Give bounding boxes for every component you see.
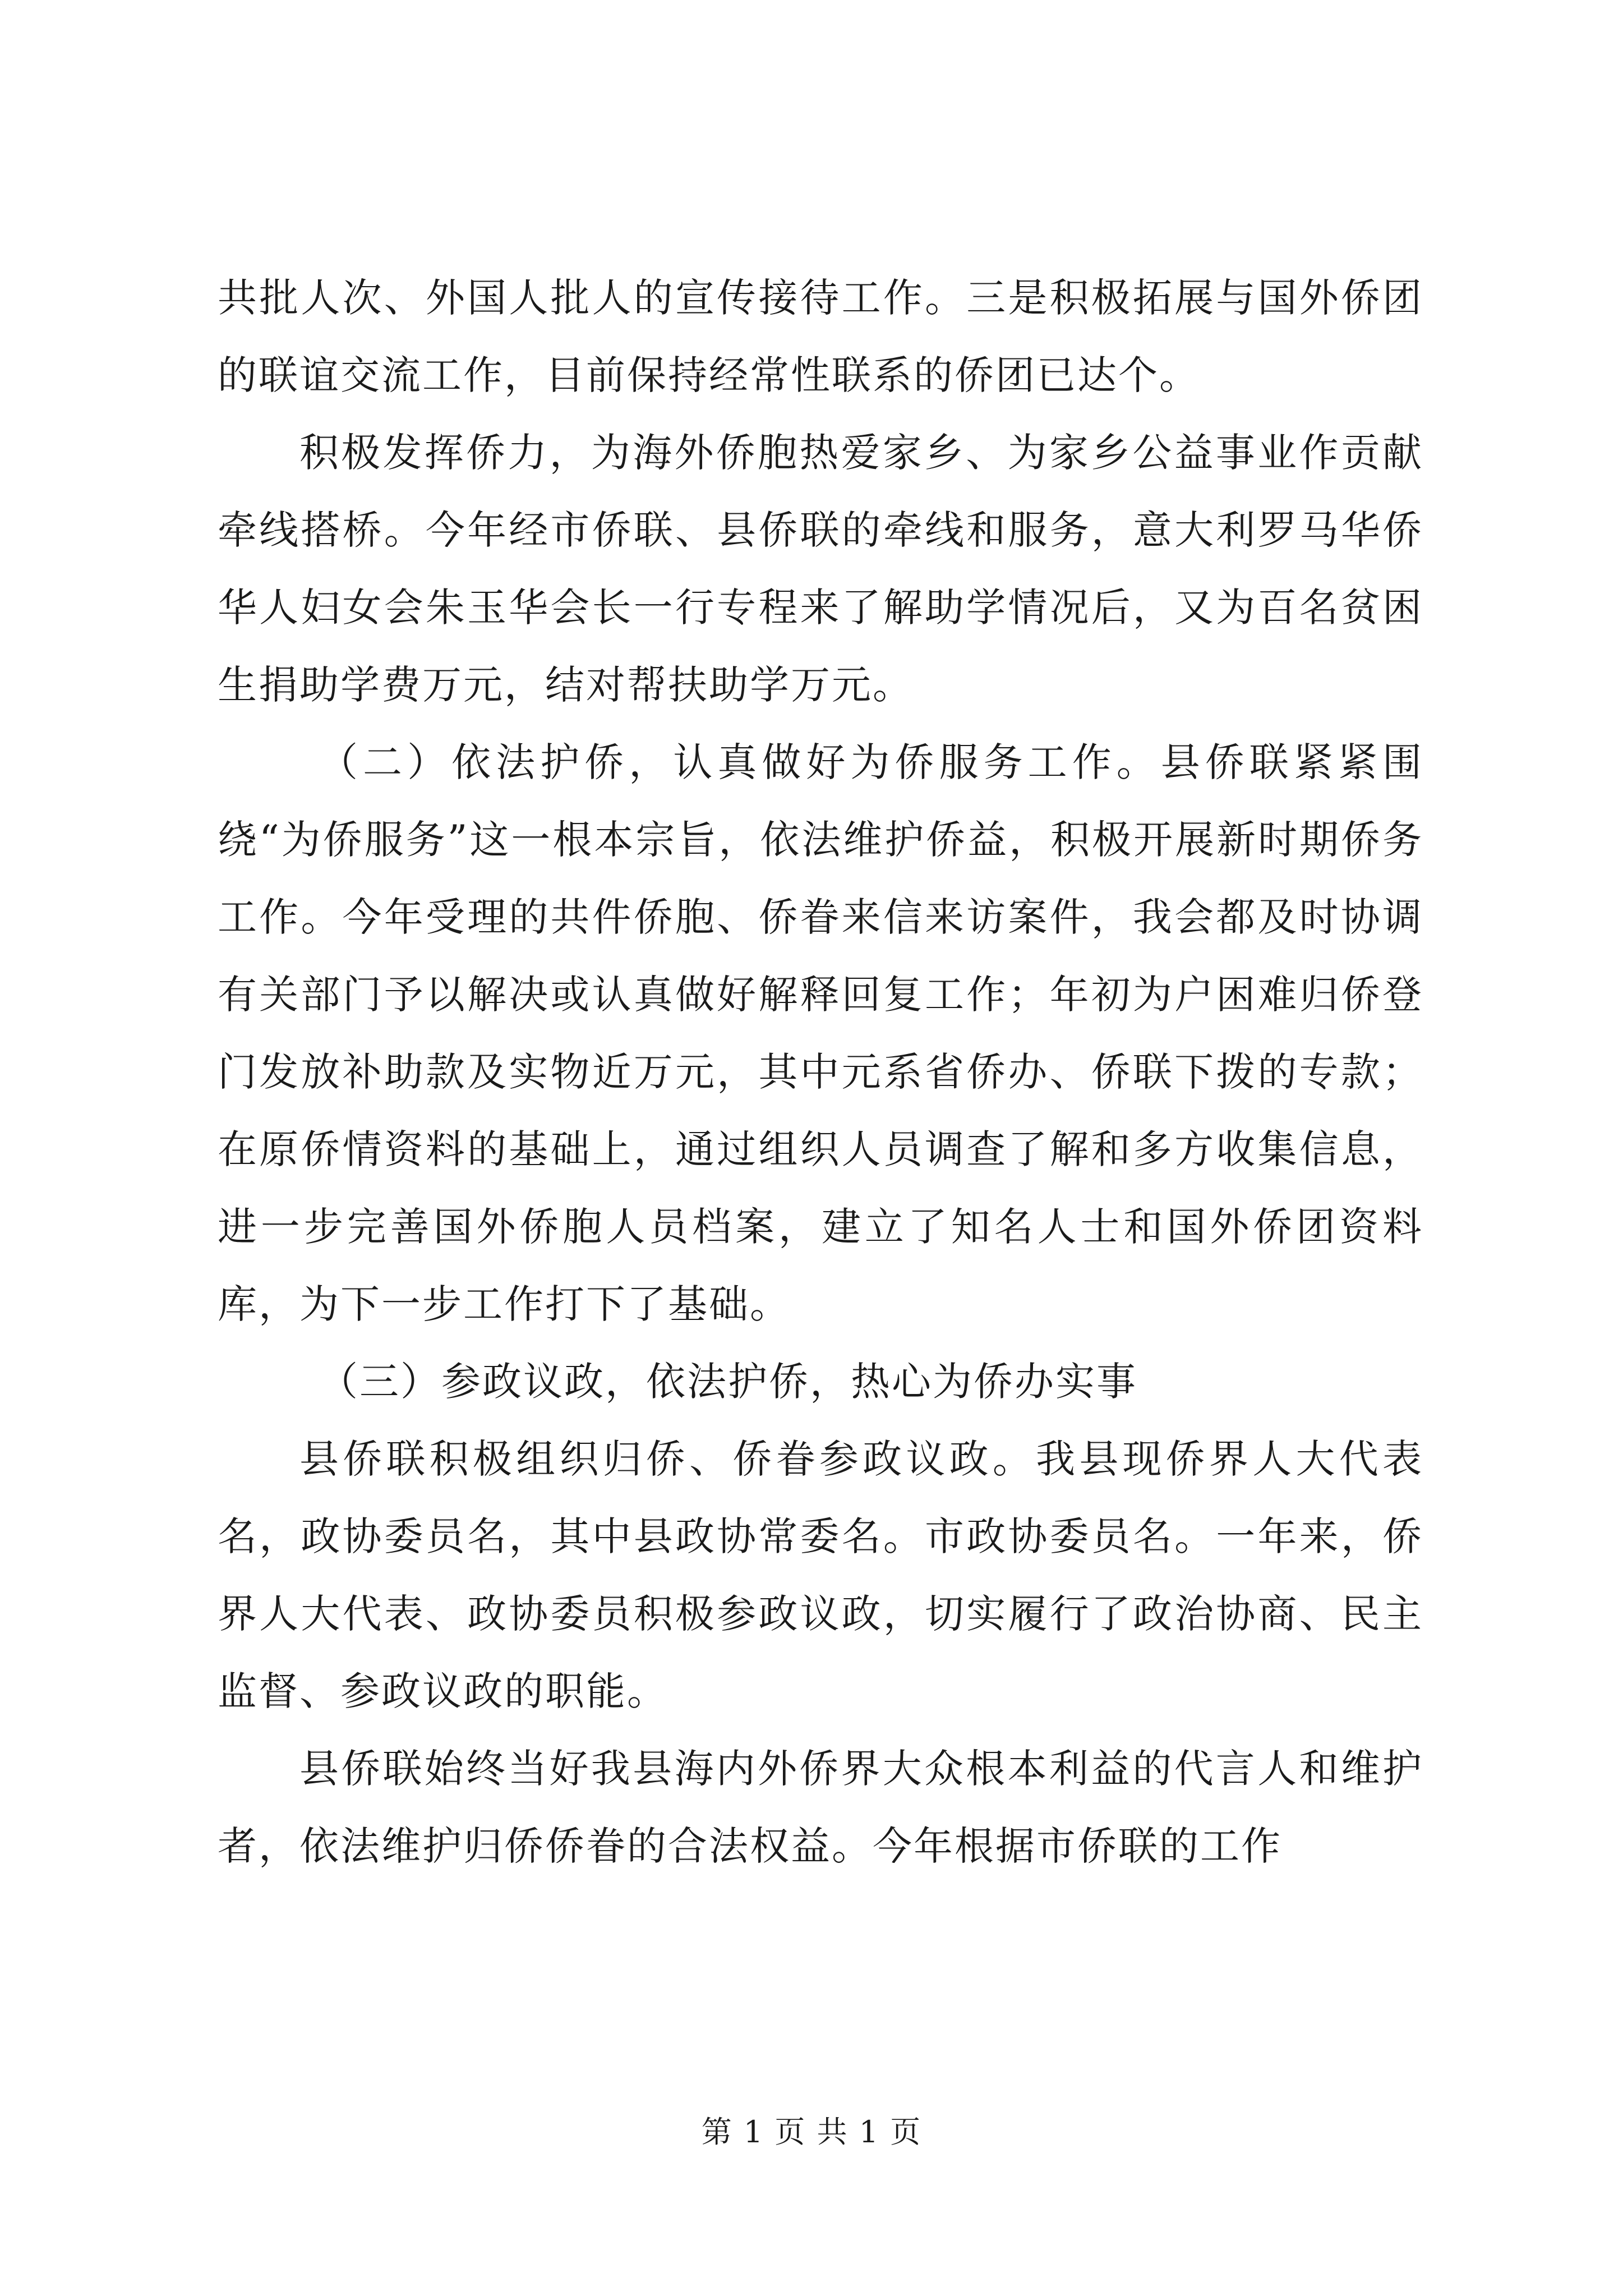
paragraph-overseas-donation: 积极发挥侨力，为海外侨胞热爱家乡、为家乡公益事业作贡献牵线搭桥。今年经市侨联、县侨联的牵线和服务，意大利罗马华侨华人妇女会朱玉华会长一行专程来了解助学情况后，又为百名贫困生捐助学费万元，结对帮扶助学万元。: [218, 430, 1423, 708]
paragraph-section-two: （二）依法护侨，认真做好为侨服务工作。县侨联紧紧围绕“为侨服务”这一根本宗旨，依法维护侨益，积极开展新时期侨务工作。今年受理的共件侨胞、侨眷来信来访案件，我会都及时协调有关部门予以解决或认真做好解释回复工作；年初为户困难归侨登门发放补助款及实物近万元，其中元系省侨办、侨联下拨的专款；在原侨情资料的基础上，通过组织人员调查了解和多方收集信息，进一步完善国外侨胞人员档案，建立了知名人士和国外侨团资料库，为下一步工作打下了基础。: [218, 739, 1423, 1327]
paragraph-continuation: 共批人次、外国人批人的宣传接待工作。三是积极拓展与国外侨团的联谊交流工作，目前保持经常性联系的侨团已达个。: [218, 275, 1423, 398]
paragraph-political-participation: 县侨联积极组织归侨、侨眷参政议政。我县现侨界人大代表名，政协委员名，其中县政协常委名。市政协委员名。一年来，侨界人大代表、政协委员积极参政议政，切实履行了政治协商、民主监督、参政议政的职能。: [218, 1436, 1423, 1714]
page-footer: 第 1 页 共 1 页: [701, 2114, 922, 2150]
document-body: [218, 259, 1423, 1885]
paragraph-rights-protection: 县侨联始终当好我县海内外侨界大众根本利益的代言人和维护者，依法维护归侨侨眷的合法权益。今年根据市侨联的工作: [218, 1746, 1423, 1869]
paragraph-section-three-heading: （三）参政议政，依法护侨，热心为侨办实事: [319, 1359, 1137, 1405]
